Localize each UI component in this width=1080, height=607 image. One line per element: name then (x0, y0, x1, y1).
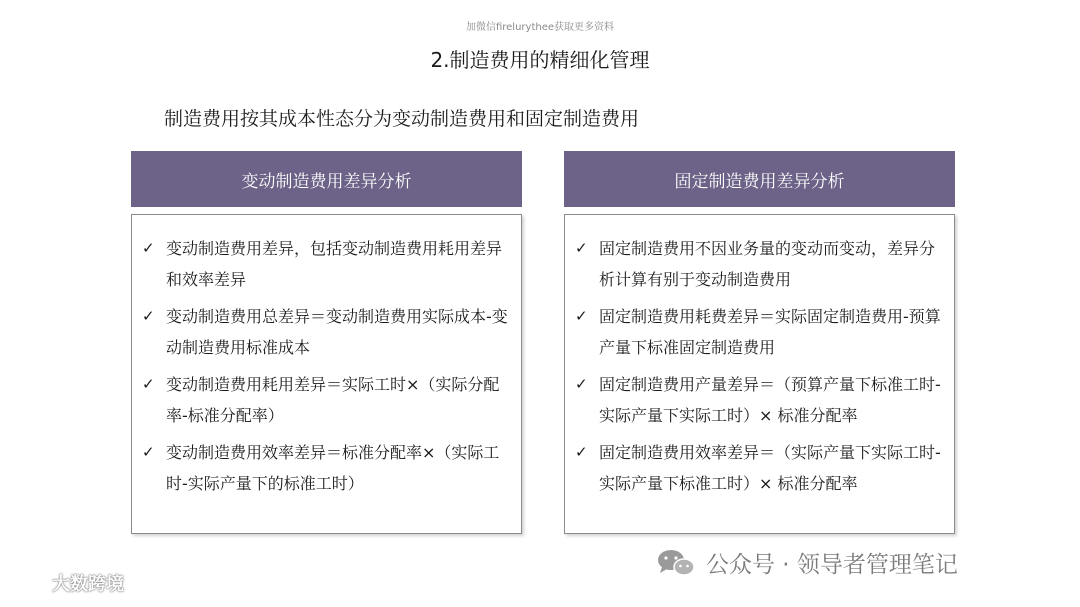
list-item (142, 369, 511, 431)
list-item-text: 固定制造费用效率差异＝（实际产量下实际工时-实际产量下标准工时）× 标准分配率 (599, 443, 941, 493)
bubble-logo-icon (10, 572, 48, 594)
fixed-overhead-header (564, 151, 955, 207)
check-icon: ✓ (142, 443, 155, 461)
variable-overhead-header-label: 变动制造费用差异分析 (241, 171, 412, 192)
check-icon: ✓ (142, 307, 155, 325)
bottom-right-watermark (656, 546, 958, 579)
check-icon: ✓ (142, 239, 155, 257)
list-item (142, 301, 511, 363)
slide-title: 2.制造费用的精细化管理 (430, 48, 650, 72)
list-item-text: 变动制造费用总差异＝变动制造费用实际成本-变动制造费用标准成本 (166, 307, 508, 357)
fixed-overhead-panel (564, 214, 955, 534)
watermark-left-text: 大数跨境 (52, 574, 124, 595)
check-icon: ✓ (575, 239, 588, 257)
check-icon: ✓ (575, 307, 588, 325)
list-item-text: 变动制造费用差异，包括变动制造费用耗用差异和效率差异 (166, 239, 503, 289)
list-item-text: 变动制造费用耗用差异＝实际工时×（实际分配率-标准分配率） (166, 375, 500, 425)
list-item (142, 437, 511, 499)
list-item (575, 233, 944, 295)
watermark-right-text: 公众号 · 领导者管理笔记 (706, 552, 958, 578)
variable-overhead-header (131, 151, 522, 207)
list-item (142, 233, 511, 295)
list-item-text: 固定制造费用产量差异＝（预算产量下标准工时-实际产量下实际工时）× 标准分配率 (599, 375, 941, 425)
list-item-text: 固定制造费用不因业务量的变动而变动，差异分析计算有别于变动制造费用 (599, 239, 936, 289)
fixed-overhead-list (565, 215, 954, 499)
variable-overhead-panel (131, 214, 522, 534)
list-item (575, 437, 944, 499)
check-icon: ✓ (575, 375, 588, 393)
check-icon: ✓ (575, 443, 588, 461)
slide-subtitle: 制造费用按其成本性态分为变动制造费用和固定制造费用 (164, 108, 640, 130)
list-item (575, 369, 944, 431)
list-item-text: 固定制造费用耗费差异＝实际固定制造费用-预算产量下标准固定制造费用 (599, 307, 941, 357)
list-item-text: 变动制造费用效率差异＝标准分配率×（实际工时-实际产量下的标准工时） (166, 443, 500, 493)
variable-overhead-list (132, 215, 521, 499)
bottom-left-watermark (10, 570, 124, 596)
list-item (575, 301, 944, 363)
top-watermark-note: 加微信firelurythee获取更多资料 (465, 22, 615, 33)
wechat-icon (656, 548, 696, 578)
check-icon: ✓ (142, 375, 155, 393)
fixed-overhead-header-label: 固定制造费用差异分析 (674, 171, 845, 192)
